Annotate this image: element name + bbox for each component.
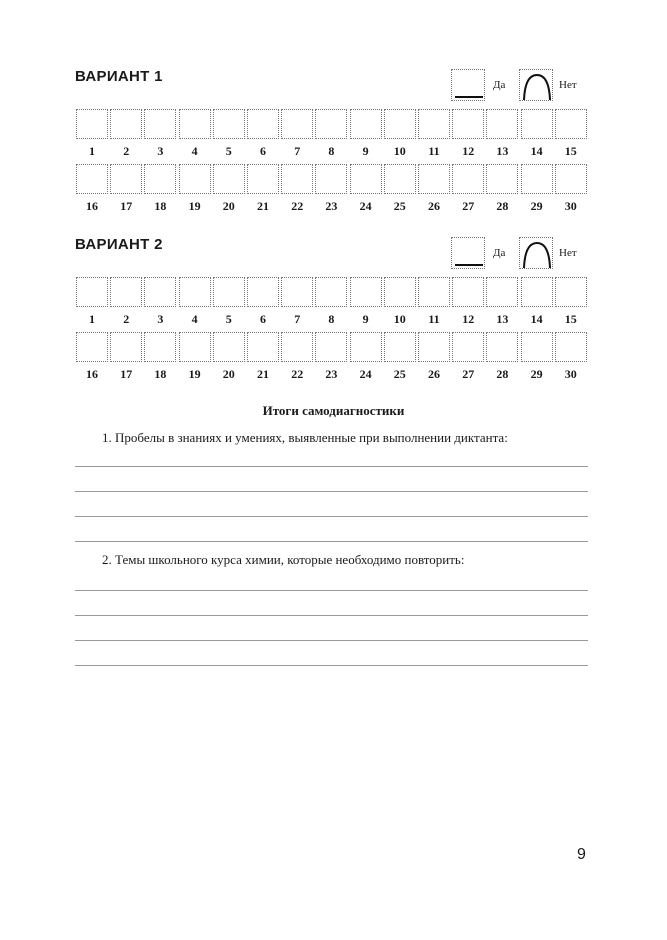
answer-cell [451,277,485,337]
question-number: 17 [120,199,133,213]
question-number: 6 [260,312,266,326]
question-number: 4 [191,312,198,326]
answer-line[interactable] [75,615,588,616]
question-number: 18 [154,199,167,213]
answer-cell [520,109,554,169]
question-number: 1 [89,144,95,158]
answer-cell [109,277,143,337]
answer-cell [485,277,519,337]
answer-cell [451,332,485,392]
answer-line[interactable] [75,541,588,542]
question-number: 8 [328,312,335,326]
answer-cell [554,332,588,392]
question-number: 18 [154,367,167,381]
yes-box [451,237,485,269]
answer-cell [383,164,417,224]
answer-cell [314,277,348,337]
answer-box[interactable] [418,109,450,139]
question-number: 28 [496,199,509,213]
question-number: 15 [564,312,577,326]
answer-box[interactable] [315,277,347,307]
answer-cell [75,164,109,224]
answer-cell [520,332,554,392]
question-number: 26 [428,199,440,213]
answer-box[interactable] [315,164,347,194]
yes-mark-icon [455,96,483,98]
summary-title: Итоги самодиагностики [262,403,405,418]
answer-line[interactable] [75,491,588,492]
answer-box[interactable] [555,109,587,139]
answer-box[interactable] [110,109,142,139]
question-number: 14 [530,144,543,158]
question-number: 8 [328,144,335,158]
answer-cell [280,164,314,224]
question-number: 23 [325,367,338,381]
question-number: 19 [188,199,201,213]
question-1: 1. Пробелы в знаниях и умениях, выявленные при выполнении диктанта: [102,430,508,445]
answer-cell [349,332,383,392]
answer-row [75,277,588,337]
answer-box[interactable] [179,109,211,139]
answer-box[interactable] [213,332,245,362]
answer-line[interactable] [75,466,588,467]
answer-cell [109,109,143,169]
answer-cell [383,109,417,169]
answer-box[interactable] [281,277,313,307]
answer-box[interactable] [418,332,450,362]
answer-box[interactable] [110,277,142,307]
question-number: 10 [393,312,406,326]
page-number: 9 [577,846,586,863]
legend-variant-1 [451,69,591,105]
answer-box[interactable] [418,164,450,194]
question-number: 1 [89,312,95,326]
answer-cell [314,109,348,169]
answer-box[interactable] [247,164,279,194]
question-number: 7 [294,144,301,158]
answer-box[interactable] [555,164,587,194]
question-number: 12 [462,144,475,158]
answer-box[interactable] [486,164,518,194]
answer-box[interactable] [452,109,484,139]
no-box [519,237,553,269]
question-number: 27 [462,199,475,213]
answer-cell [383,277,417,337]
question-number: 24 [359,367,372,381]
answer-box[interactable] [521,109,553,139]
answer-box[interactable] [350,164,382,194]
answer-cell [349,277,383,337]
answer-box[interactable] [76,277,108,307]
no-label: Нет [559,247,577,259]
answer-cell [451,109,485,169]
answer-box[interactable] [350,277,382,307]
answer-cell [417,332,451,392]
answer-cell [520,277,554,337]
answer-cell [485,164,519,224]
answer-box[interactable] [110,164,142,194]
answer-row [75,164,588,224]
answer-box[interactable] [384,277,416,307]
arc-icon [521,239,553,269]
variant-1-heading: ВАРИАНТ 1 [75,68,163,85]
answer-cell [280,109,314,169]
answer-cell [485,109,519,169]
yes-label: Да [493,79,506,91]
answer-cell [246,109,280,169]
answer-cell [246,332,280,392]
answer-cell [520,164,554,224]
answer-box[interactable] [452,164,484,194]
answer-cell [143,109,177,169]
question-number: 30 [564,367,577,381]
question-number: 21 [257,367,269,381]
answer-box[interactable] [350,332,382,362]
answer-cell [246,277,280,337]
answer-cell [314,164,348,224]
answer-box[interactable] [247,277,279,307]
answer-cell [554,164,588,224]
answer-line[interactable] [75,665,588,666]
answer-cell [554,109,588,169]
no-label: Нет [559,79,577,91]
answer-box[interactable] [521,164,553,194]
question-number: 20 [222,199,235,213]
answer-cell [349,109,383,169]
answer-box[interactable] [452,332,484,362]
answer-cell [554,277,588,337]
question-number: 14 [530,312,543,326]
question-number: 15 [564,144,577,158]
question-number: 16 [86,199,98,213]
answer-cell [417,109,451,169]
answer-box[interactable] [384,332,416,362]
answer-cell [75,332,109,392]
question-number: 12 [462,312,475,326]
answer-cell [417,277,451,337]
answer-row [75,109,588,169]
variant-2-heading: ВАРИАНТ 2 [75,236,163,253]
answer-row [75,332,588,392]
question-number: 22 [291,199,304,213]
answer-cell [485,332,519,392]
answer-box[interactable] [555,332,587,362]
answer-cell [212,109,246,169]
question-number: 3 [157,144,164,158]
answer-box[interactable] [144,164,176,194]
answer-cell [109,164,143,224]
answer-box[interactable] [486,332,518,362]
question-number: 17 [120,367,133,381]
answer-box[interactable] [213,164,245,194]
answer-box[interactable] [384,164,416,194]
arc-icon [521,71,553,101]
answer-box[interactable] [179,277,211,307]
answer-cell [143,277,177,337]
answer-cell [246,164,280,224]
question-number: 29 [530,199,543,213]
yes-box [451,69,485,101]
answer-cell [109,332,143,392]
answer-line[interactable] [75,516,588,517]
answer-line[interactable] [75,640,588,641]
legend-variant-2 [451,237,591,273]
question-number: 11 [428,144,440,158]
question-number: 13 [496,312,509,326]
question-number: 28 [496,367,509,381]
question-number: 11 [428,312,440,326]
question-number: 25 [393,367,406,381]
question-number: 9 [362,144,369,158]
yes-label: Да [493,247,506,259]
answer-box[interactable] [144,109,176,139]
question-number: 10 [393,144,406,158]
answer-box[interactable] [247,332,279,362]
answer-cell [212,277,246,337]
question-number: 23 [325,199,338,213]
question-number: 20 [222,367,235,381]
answer-box[interactable] [452,277,484,307]
answer-box[interactable] [555,277,587,307]
answer-box[interactable] [521,277,553,307]
answer-box[interactable] [418,277,450,307]
question-number: 3 [157,312,164,326]
question-number: 7 [294,312,301,326]
answer-box[interactable] [350,109,382,139]
answer-box[interactable] [315,109,347,139]
question-number: 19 [188,367,201,381]
answer-box[interactable] [281,109,313,139]
answer-box[interactable] [521,332,553,362]
question-number: 21 [257,199,269,213]
answer-cell [383,332,417,392]
question-number: 22 [291,367,304,381]
answer-box[interactable] [76,164,108,194]
answer-box[interactable] [486,109,518,139]
question-number: 5 [225,312,232,326]
answer-cell [178,164,212,224]
answer-cell [417,164,451,224]
answer-cell [212,332,246,392]
answer-box[interactable] [144,332,176,362]
answer-box[interactable] [213,109,245,139]
question-number: 4 [191,144,198,158]
answer-box[interactable] [144,277,176,307]
answer-box[interactable] [76,109,108,139]
question-number: 30 [564,199,577,213]
answer-line[interactable] [75,590,588,591]
question-number: 16 [86,367,98,381]
question-number: 6 [260,144,266,158]
answer-cell [178,332,212,392]
answer-cell [178,277,212,337]
question-number: 26 [428,367,440,381]
question-number: 2 [123,312,130,326]
question-number: 29 [530,367,543,381]
answer-box[interactable] [384,109,416,139]
answer-cell [280,332,314,392]
answer-box[interactable] [247,109,279,139]
answer-cell [143,332,177,392]
answer-cell [349,164,383,224]
question-number: 9 [362,312,369,326]
question-number: 24 [359,199,372,213]
question-number: 2 [123,144,130,158]
answer-box[interactable] [315,332,347,362]
answer-box[interactable] [281,164,313,194]
answer-cell [143,164,177,224]
answer-cell [280,277,314,337]
answer-box[interactable] [179,164,211,194]
answer-cell [314,332,348,392]
answer-box[interactable] [110,332,142,362]
question-number: 13 [496,144,509,158]
yes-mark-icon [455,264,483,266]
answer-box[interactable] [486,277,518,307]
answer-box[interactable] [281,332,313,362]
answer-box[interactable] [213,277,245,307]
answer-box[interactable] [179,332,211,362]
answer-cell [212,164,246,224]
question-number: 27 [462,367,475,381]
answer-box[interactable] [76,332,108,362]
question-2: 2. Темы школьного курса химии, которые необходимо повторить: [102,552,465,567]
answer-cell [451,164,485,224]
answer-cell [75,109,109,169]
no-box [519,69,553,101]
question-number: 25 [393,199,406,213]
question-number: 5 [225,144,232,158]
answer-cell [75,277,109,337]
answer-cell [178,109,212,169]
